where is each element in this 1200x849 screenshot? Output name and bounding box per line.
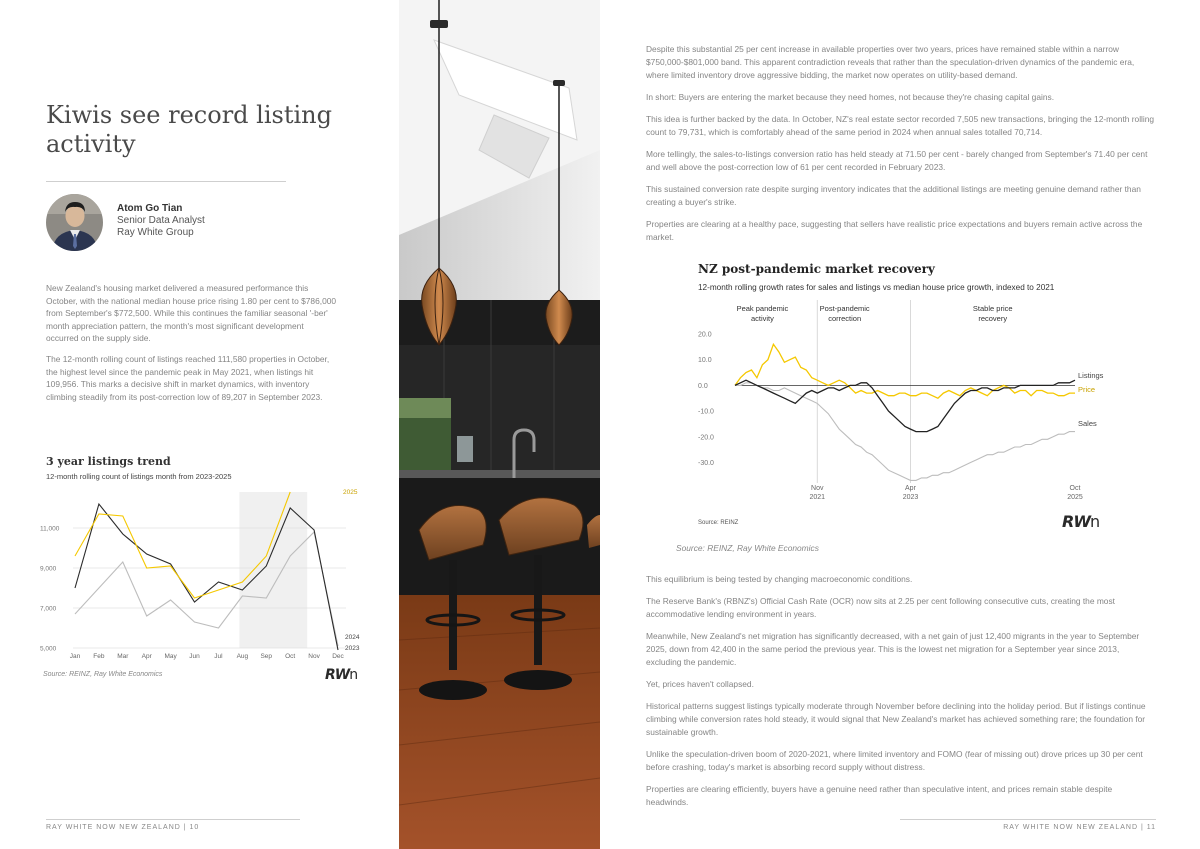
y-tick-label: 20.0 — [698, 331, 712, 339]
y-tick-label: -10.0 — [698, 408, 714, 416]
y-tick-label: 7,000 — [40, 605, 57, 613]
y-tick-label: 9,000 — [40, 565, 57, 573]
y-tick-label: -20.0 — [698, 434, 714, 442]
chart-subtitle: 12-month rolling growth rates for sales and listings vs median house price growth, indexed to 2021 — [698, 283, 1055, 292]
x-tick-label: 2021 — [809, 494, 826, 501]
phase-label: Post-pandemic — [819, 304, 870, 313]
author-role: Senior Data Analyst — [117, 215, 205, 226]
x-tick-label: May — [164, 653, 177, 660]
series-label-2024: 2024 — [345, 634, 360, 641]
chart-source-small: Source: REINZ — [698, 520, 739, 526]
ray-white-logo: RWn — [325, 667, 359, 683]
x-tick-label: Jun — [189, 653, 200, 660]
phase-label: correction — [828, 314, 862, 323]
y-tick-label: 5,000 — [40, 645, 57, 653]
title-divider — [46, 181, 286, 182]
paragraph: The Reserve Bank's (RBNZ's) Official Cash Rate (OCR) now sits at 2.25 per cent following consecutive cuts, creating the most accommodative lending environment in years. — [646, 596, 1115, 619]
left-page — [0, 0, 399, 849]
y-tick-label: 10.0 — [698, 357, 712, 365]
series-line-price — [735, 344, 1075, 398]
page-footer: RAY WHITE NOW NEW ZEALAND | 10 — [46, 824, 200, 831]
x-tick-label: Sep — [260, 653, 273, 660]
phase-label: Stable price — [972, 304, 1013, 313]
paragraph: This equilibrium is being tested by changing macroeconomic conditions. — [646, 574, 913, 584]
chart-subtitle: 12-month rolling count of listings month from 2023-2025 — [46, 472, 232, 481]
phase-label: activity — [750, 314, 774, 323]
listings-trend-chart — [40, 482, 370, 664]
x-tick-label: 2025 — [1067, 494, 1083, 501]
paragraph: Properties are clearing efficiently, buyers have a genuine need rather than speculative intent, and prices remain stable despite headwinds. — [646, 784, 1113, 807]
phase-label: Peak pandemic — [736, 304, 789, 313]
author-name: Atom Go Tian — [117, 203, 183, 214]
paragraph: New Zealand's housing market delivered a measured performance this October, with the national median house price rising 1.80 per cent to $786,000 from September's $772,500. While this continues the familiar seasonal '-ber' month appreciation pattern, the month's most significant development occurred on the supply side. — [46, 283, 337, 344]
paragraph: More tellingly, the sales-to-listings conversion ratio has held steady at 71.50 per cent - barely changed from September's 71.40 per cent and well above the post-correction low of 61 per cent recorded in February 2023. — [646, 149, 1148, 172]
paragraph: Properties are clearing at a healthy pace, suggesting that sellers have realistic price expectations and buyers remain active across the market. — [646, 219, 1143, 242]
highlight-band — [239, 492, 307, 648]
x-tick-label: Jan — [69, 653, 81, 660]
chart-source: Source: REINZ, Ray White Economics — [43, 671, 163, 678]
series-line-listings — [735, 380, 1075, 431]
series-line-sales — [735, 383, 1075, 481]
series-label-sales: Sales — [1078, 419, 1097, 428]
series-label-price: Price — [1078, 385, 1096, 394]
x-tick-label: Feb — [93, 653, 105, 660]
footer-divider — [900, 819, 1156, 820]
series-label-2023: 2023 — [345, 645, 360, 652]
paragraph: Unlike the speculation-driven boom of 2020-2021, where limited inventory and FOMO (fear of missing out) drove prices up 30 per cent before crashing, today's market is absorbing record supply without distress. — [646, 749, 1143, 772]
paragraph: Historical patterns suggest listings typically moderate through November before declining into the holiday period. But if listings continue climbing while conversion rates hold steady, it would signal that New Zealand's market has achieved something rare; the foundation for sustainable growth. — [646, 701, 1146, 737]
x-tick-label: 2023 — [902, 494, 919, 501]
market-recovery-chart — [680, 298, 1120, 510]
page-title: Kiwis see record listing activity — [46, 101, 332, 158]
x-tick-label: Dec — [332, 653, 344, 660]
paragraph: This sustained conversion rate despite surging inventory indicates that the additional listings are meeting genuine demand rather than creating a buyer's strike. — [646, 184, 1141, 207]
paragraph: This idea is further backed by the data. In October, NZ's real estate sector recorded 7,505 new transactions, bringing the 12-month rolling count to 79,731, which is comfortably ahead of the same period in 2024 when annual sales totalled 70,714. — [646, 114, 1155, 137]
x-tick-label: Aug — [236, 653, 249, 660]
page-footer: RAY WHITE NOW NEW ZEALAND | 11 — [1003, 824, 1156, 831]
chart-title: 3 year listings trend — [46, 455, 171, 468]
avatar — [46, 194, 103, 251]
body-text-right-top — [646, 43, 1156, 253]
y-tick-label: -30.0 — [698, 459, 714, 467]
x-tick-label: Jul — [214, 653, 223, 660]
x-tick-label: Apr — [141, 653, 152, 660]
x-tick-label: Nov — [811, 485, 824, 492]
body-text-right-bottom — [646, 573, 1156, 818]
paragraph: Yet, prices haven't collapsed. — [646, 679, 754, 689]
y-tick-label: 0.0 — [698, 382, 708, 390]
x-tick-label: Mar — [117, 653, 129, 660]
source-caption: Source: REINZ, Ray White Economics — [676, 543, 819, 553]
chart-title: NZ post-pandemic market recovery — [698, 262, 935, 276]
footer-divider — [46, 819, 300, 820]
paragraph: Despite this substantial 25 per cent increase in available properties over two years, prices have remained stable within a narrow $750,000-$801,000 band. This apparent contradiction reveals that rather than the speculation-driven dynamics of the pandemic era, where limited inventory drove aggressive bidding, the market now operates on utility-based demand. — [646, 44, 1135, 80]
kitchen-photo — [399, 0, 600, 849]
x-tick-label: Oct — [285, 653, 296, 660]
author-org: Ray White Group — [117, 227, 194, 238]
phase-label: recovery — [978, 314, 1008, 323]
x-tick-label: Apr — [905, 485, 916, 492]
ray-white-logo: RWn — [1062, 512, 1101, 531]
paragraph: Meanwhile, New Zealand's net migration has significantly decreased, with a net gain of just 12,400 migrants in the year to September 2025, down from 42,400 in the same period the previous year. This is the lowest net migration for a September year since 2013, excluding the pandemic. — [646, 631, 1140, 667]
y-tick-label: 11,000 — [40, 525, 60, 533]
body-text-left — [46, 282, 338, 411]
paragraph: In short: Buyers are entering the market because they need homes, not because they're chasing capital gains. — [646, 92, 1055, 102]
paragraph: The 12-month rolling count of listings reached 111,580 properties in October, the highest level since the pandemic peak in May 2021, when listings hit 109,956. This marks a decisive shift in market dynamics, with inventory climbing steadily from its post-correction low of 89,207 in September 2023. — [46, 353, 330, 402]
series-label-2025: 2025 — [343, 489, 358, 496]
series-label-listings: Listings — [1078, 371, 1104, 380]
author-info — [117, 203, 317, 239]
x-tick-label: Oct — [1069, 485, 1081, 492]
x-tick-label: Nov — [308, 653, 320, 660]
